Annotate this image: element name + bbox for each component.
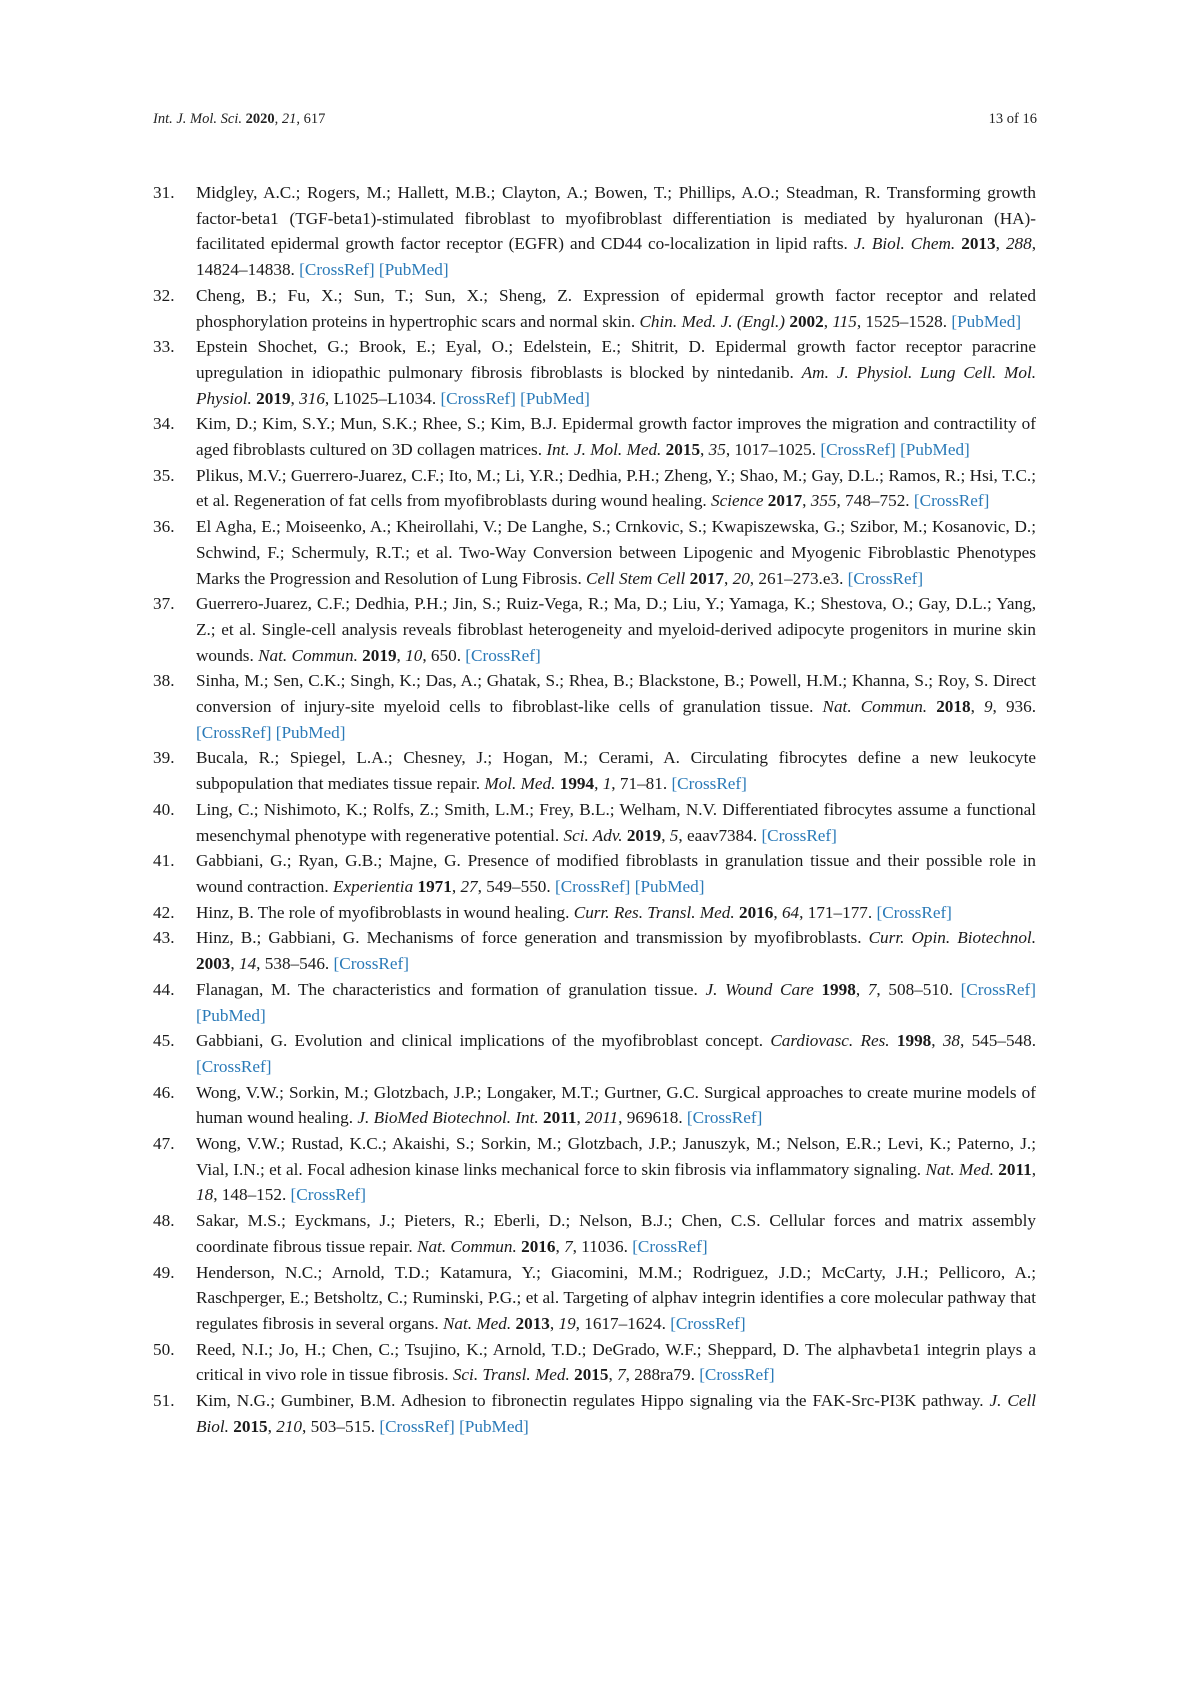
reference-journal: Nat. Med.	[442, 1313, 512, 1333]
reference-list	[153, 180, 1036, 1439]
crossref-link[interactable]: [CrossRef]	[670, 1313, 746, 1333]
reference-journal: Science	[711, 491, 764, 511]
reference-number: 43.	[153, 928, 175, 948]
pubmed-link[interactable]: [PubMed]	[459, 1416, 529, 1436]
reference-body: Henderson, N.C.; Arnold, T.D.; Katamura, Y.; Giacomini, M.M.; Rodriguez, J.D.; McCarty, J.H.; Pellicoro, A.; Raschperger, E.; Betsholtz, C.; Ruminski, P.G.; et al. Targeting of alphav integrin identifies a core molecular pathway that regulates fibrosis in several organs. Nat. Med. 2013, 19, 1617–1624. [CrossRef]	[196, 1262, 1036, 1333]
crossref-link[interactable]: [CrossRef]	[379, 1416, 455, 1436]
pubmed-link[interactable]: [PubMed]	[634, 876, 705, 896]
reference-item	[153, 180, 1036, 283]
reference-year: 2002	[789, 311, 824, 331]
reference-journal: Mol. Med.	[484, 774, 556, 794]
reference-volume: 35	[708, 440, 726, 460]
reference-item	[153, 283, 1036, 334]
reference-number: 35.	[153, 465, 175, 485]
reference-volume: 210	[276, 1416, 302, 1436]
journal-volume: 21	[281, 111, 297, 127]
reference-year: 2003	[196, 954, 231, 974]
reference-pages: L1025–L1034.	[333, 388, 437, 408]
reference-pages: 1525–1528.	[865, 311, 948, 331]
reference-item	[153, 1131, 1036, 1208]
reference-item	[153, 848, 1036, 899]
reference-authors-title: Henderson, N.C.; Arnold, T.D.; Katamura, Y.; Giacomini, M.M.; Rodriguez, J.D.; McCarty, J.H.; Pellicoro, A.; Raschperger, E.; Betsholtz, C.; Ruminski, P.G.; et al. Targeting of alphav integrin identifies a core molecular pathway that regulates fibrosis in several organs.	[196, 1262, 1036, 1333]
reference-volume: 19	[558, 1313, 576, 1333]
reference-authors-title: Gabbiani, G.; Ryan, G.B.; Majne, G. Presence of modified fibroblasts in granulation tissue and their possible role in wound contraction.	[196, 851, 1036, 896]
reference-authors-title: Hinz, B. The role of myofibroblasts in wound healing.	[196, 902, 570, 922]
reference-pages: 261–273.e3.	[758, 568, 844, 588]
pubmed-link[interactable]: [PubMed]	[378, 260, 449, 280]
reference-number: 33.	[153, 337, 175, 357]
reference-volume: 14	[238, 954, 257, 974]
reference-number: 39.	[153, 748, 175, 768]
crossref-link[interactable]: [CrossRef]	[196, 722, 272, 742]
reference-item	[153, 334, 1036, 411]
reference-item	[153, 668, 1036, 745]
reference-pages: 1617–1624.	[584, 1313, 666, 1333]
reference-pages: 11036.	[581, 1236, 628, 1256]
reference-item	[153, 900, 1036, 926]
reference-year: 1998	[896, 1031, 932, 1051]
reference-authors-title: Epstein Shochet, G.; Brook, E.; Eyal, O.; Edelstein, E.; Shitrit, D. Epidermal growth factor receptor paracrine upregulation in idiopathic pulmonary fibrosis fibroblasts is blocked by nintedanib.	[196, 337, 1036, 382]
crossref-link[interactable]: [CrossRef]	[465, 645, 541, 665]
reference-body: Gabbiani, G.; Ryan, G.B.; Majne, G. Presence of modified fibroblasts in granulation tissue and their possible role in wound contraction. Experientia 1971, 27, 549–550. [CrossRef] [PubMed]	[196, 851, 1036, 896]
crossref-link[interactable]: [CrossRef]	[761, 825, 837, 845]
reference-number: 47.	[153, 1134, 175, 1154]
reference-number: 40.	[153, 799, 175, 819]
pubmed-link[interactable]: [PubMed]	[951, 311, 1022, 331]
pubmed-link[interactable]: [PubMed]	[196, 1005, 266, 1025]
journal-name: Int. J. Mol. Sci.	[153, 111, 242, 127]
reference-year: 2017	[689, 568, 725, 588]
journal-page: 617	[303, 111, 326, 127]
crossref-link[interactable]: [CrossRef]	[820, 440, 896, 460]
reference-authors-title: Wong, V.W.; Sorkin, M.; Glotzbach, J.P.; Longaker, M.T.; Gurtner, G.C. Surgical approaches to create murine models of human wound healing.	[196, 1082, 1036, 1128]
reference-journal: Sci. Adv.	[563, 825, 623, 845]
reference-volume: 115	[832, 311, 857, 331]
reference-year: 2017	[767, 491, 803, 511]
reference-authors-title: Gabbiani, G. Evolution and clinical implications of the myofibroblast concept.	[196, 1031, 764, 1051]
reference-number: 32.	[153, 285, 175, 305]
reference-number: 34.	[153, 414, 175, 434]
reference-volume: 7	[617, 1365, 626, 1385]
reference-item	[153, 1388, 1036, 1439]
reference-body: Hinz, B. The role of myofibroblasts in wound healing. Curr. Res. Transl. Med. 2016, 64, 171–177. [CrossRef]	[196, 902, 952, 922]
reference-volume: 5	[669, 825, 679, 845]
reference-authors-title: Hinz, B.; Gabbiani, G. Mechanisms of force generation and transmission by myofibroblasts.	[196, 928, 862, 948]
reference-year: 2013	[515, 1313, 550, 1333]
reference-body: Midgley, A.C.; Rogers, M.; Hallett, M.B.; Clayton, A.; Bowen, T.; Phillips, A.O.; Steadman, R. Transforming growth factor-beta1 (TGF-beta1)-stimulated fibroblast to myofibroblast differentiation is mediated by hyaluronan (HA)-facilitated epidermal growth factor receptor (EGFR) and CD44 co-localization in lipid rafts. J. Biol. Chem. 2013, 288, 14824–14838. [CrossRef] [PubMed]	[196, 183, 1037, 280]
reference-volume: 316	[299, 388, 325, 408]
reference-year: 2019	[256, 388, 291, 408]
reference-item	[153, 514, 1036, 591]
reference-volume: 7	[867, 979, 877, 999]
reference-year: 2016	[738, 902, 774, 922]
reference-authors-title: Sakar, M.S.; Eyckmans, J.; Pieters, R.; Eberli, D.; Nelson, B.J.; Chen, C.S. Cellular forces and matrix assembly coordinate fibrous tissue repair.	[196, 1211, 1036, 1256]
reference-authors-title: Kim, D.; Kim, S.Y.; Mun, S.K.; Rhee, S.; Kim, B.J. Epidermal growth factor improves the migration and contractility of aged fibroblasts cultured on 3D collagen matrices.	[196, 414, 1036, 460]
journal-year: 2020	[245, 111, 275, 127]
crossref-link[interactable]: [CrossRef]	[686, 1108, 763, 1128]
reference-authors-title: Wong, V.W.; Rustad, K.C.; Akaishi, S.; Sorkin, M.; Glotzbach, J.P.; Januszyk, M.; Nelson, E.R.; Levi, K.; Paterno, J.; Vial, I.N.; et al. Focal adhesion kinase links mechanical force to skin fibrosis via inflammatory signaling.	[196, 1134, 1036, 1179]
reference-body: Hinz, B.; Gabbiani, G. Mechanisms of force generation and transmission by myofibroblasts. Curr. Opin. Biotechnol. 2003, 14, 538–546. [CrossRef]	[196, 928, 1037, 974]
reference-number: 41.	[153, 851, 175, 871]
reference-journal: J. BioMed Biotechnol. Int.	[357, 1108, 539, 1128]
reference-journal: Int. J. Mol. Med.	[546, 440, 662, 460]
reference-item	[153, 1260, 1036, 1337]
reference-volume: 288	[1005, 234, 1032, 254]
reference-authors-title: Reed, N.I.; Jo, H.; Chen, C.; Tsujino, K.; Arnold, T.D.; DeGrado, W.F.; Sheppard, D. The alphavbeta1 integrin plays a critical in vivo role in tissue fibrosis.	[196, 1339, 1036, 1385]
reference-body: Gabbiani, G. Evolution and clinical implications of the myofibroblast concept. Cardiovasc. Res. 1998, 38, 545–548. [CrossRef]	[196, 1031, 1037, 1076]
reference-pages: 171–177.	[807, 902, 873, 922]
page-number: 13 of 16	[988, 111, 1037, 127]
reference-body: Bucala, R.; Spiegel, L.A.; Chesney, J.; Hogan, M.; Cerami, A. Circulating fibrocytes define a new leukocyte subpopulation that mediates tissue repair. Mol. Med. 1994, 1, 71–81. [CrossRef]	[196, 748, 1036, 794]
crossref-link[interactable]: [CrossRef]	[299, 260, 375, 280]
reference-volume: 20	[732, 568, 750, 588]
reference-authors-title: Ling, C.; Nishimoto, K.; Rolfs, Z.; Smith, L.M.; Frey, B.L.; Welham, N.V. Differentiated fibrocytes assume a functional mesenchymal phenotype with regenerative potential.	[196, 799, 1036, 845]
reference-number: 49.	[153, 1262, 175, 1282]
reference-journal: Am. J. Physiol. Lung Cell. Mol. Physiol.	[196, 362, 1037, 408]
reference-pages: 508–510.	[888, 979, 953, 999]
reference-volume: 355	[810, 491, 837, 511]
crossref-link[interactable]: [CrossRef]	[913, 491, 990, 511]
reference-authors-title: Flanagan, M. The characteristics and formation of granulation tissue.	[196, 979, 698, 999]
reference-journal: Nat. Commun.	[258, 645, 358, 665]
reference-number: 38.	[153, 671, 175, 691]
reference-journal: Nat. Med.	[925, 1159, 994, 1179]
reference-pages: 538–546.	[264, 954, 330, 974]
reference-journal: Curr. Opin. Biotechnol.	[868, 928, 1037, 948]
reference-item	[153, 1337, 1036, 1388]
reference-journal: Nat. Commun.	[822, 697, 928, 717]
reference-journal: Cell Stem Cell	[586, 568, 686, 588]
reference-body: El Agha, E.; Moiseenko, A.; Kheirollahi, V.; De Langhe, S.; Crnkovic, S.; Kwapiszewska, G.; Szibor, M.; Kosanovic, D.; Schwind, F.; Schermuly, R.T.; et al. Two-Way Conversion between Lipogenic and Myogenic Fibroblastic Phenotypes Marks the Progression and Resolution of Lung Fibrosis. Cell Stem Cell 2017, 20, 261–273.e3. [CrossRef]	[196, 517, 1036, 588]
reference-body: Reed, N.I.; Jo, H.; Chen, C.; Tsujino, K.; Arnold, T.D.; DeGrado, W.F.; Sheppard, D. The alphavbeta1 integrin plays a critical in vivo role in tissue fibrosis. Sci. Transl. Med. 2015, 7, 288ra79. [CrossRef]	[196, 1339, 1036, 1385]
crossref-link[interactable]: [CrossRef]	[333, 954, 409, 974]
reference-pages: 288ra79.	[634, 1365, 695, 1385]
reference-year: 1994	[559, 774, 595, 794]
reference-authors-title: Bucala, R.; Spiegel, L.A.; Chesney, J.; Hogan, M.; Cerami, A. Circulating fibrocytes define a new leukocyte subpopulation that mediates tissue repair.	[196, 748, 1036, 794]
crossref-link[interactable]: [CrossRef]	[847, 568, 924, 588]
reference-journal: Experientia	[333, 876, 414, 896]
reference-number: 51.	[153, 1391, 175, 1411]
reference-year: 1971	[417, 876, 452, 896]
crossref-link[interactable]: [CrossRef]	[440, 388, 516, 408]
reference-number: 45.	[153, 1031, 175, 1051]
reference-journal: J. Cell Biol.	[196, 1391, 1037, 1436]
reference-body: Cheng, B.; Fu, X.; Sun, T.; Sun, X.; Sheng, Z. Expression of epidermal growth factor receptor and related phosphorylation proteins in hypertrophic scars and normal skin. Chin. Med. J. (Engl.) 2002, 115, 1525–1528. [PubMed]	[196, 285, 1036, 331]
reference-volume: 64	[781, 902, 800, 922]
reference-journal: Chin. Med. J. (Engl.)	[639, 311, 786, 331]
reference-volume: 9	[983, 697, 993, 717]
reference-year: 2011	[543, 1108, 577, 1128]
reference-volume: 7	[564, 1236, 573, 1256]
reference-body: Sinha, M.; Sen, C.K.; Singh, K.; Das, A.; Ghatak, S.; Rhea, B.; Blackstone, B.; Powell, H.M.; Khanna, S.; Roy, S. Direct conversion of injury-site myeloid cells to fibroblast-like cells of granulation tissue. Nat. Commun. 2018, 9, 936. [CrossRef] [PubMed]	[196, 671, 1037, 742]
reference-item	[153, 463, 1036, 514]
reference-journal: Sci. Transl. Med.	[452, 1365, 570, 1385]
reference-body: Sakar, M.S.; Eyckmans, J.; Pieters, R.; Eberli, D.; Nelson, B.J.; Chen, C.S. Cellular forces and matrix assembly coordinate fibrous tissue repair. Nat. Commun. 2016, 7, 11036. [CrossRef]	[196, 1211, 1036, 1256]
reference-body: Flanagan, M. The characteristics and formation of granulation tissue. J. Wound Care 1998, 7, 508–510. [CrossRef] [PubMed]	[196, 979, 1036, 1025]
reference-authors-title: El Agha, E.; Moiseenko, A.; Kheirollahi, V.; De Langhe, S.; Crnkovic, S.; Kwapiszewska, G.; Szibor, M.; Kosanovic, D.; Schwind, F.; Schermuly, R.T.; et al. Two-Way Conversion between Lipogenic and Myogenic Fibroblastic Phenotypes Marks the Progression and Resolution of Lung Fibrosis.	[196, 517, 1036, 588]
reference-authors-title: Sinha, M.; Sen, C.K.; Singh, K.; Das, A.; Ghatak, S.; Rhea, B.; Blackstone, B.; Powell, H.M.; Khanna, S.; Roy, S. Direct conversion of injury-site myeloid cells to fibroblast-like cells of granulation tissue.	[196, 671, 1036, 717]
reference-item	[153, 1028, 1036, 1079]
reference-authors-title: Midgley, A.C.; Rogers, M.; Hallett, M.B.; Clayton, A.; Bowen, T.; Phillips, A.O.; Steadman, R. Transforming growth factor-beta1 (TGF-beta1)-stimulated fibroblast to myofibroblast differentiation is mediated by hyaluronan (HA)-facilitated epidermal growth factor receptor (EGFR) and CD44 co-localization in lipid rafts.	[196, 183, 1036, 254]
running-header	[153, 111, 1037, 133]
pubmed-link[interactable]: [PubMed]	[275, 722, 346, 742]
reference-pages: 14824–14838.	[196, 260, 295, 280]
reference-pages: 1017–1025.	[734, 440, 817, 460]
crossref-link[interactable]: [CrossRef]	[632, 1236, 708, 1256]
reference-volume: 10	[405, 645, 423, 665]
reference-volume: 18	[196, 1185, 214, 1205]
reference-authors-title: Plikus, M.V.; Guerrero-Juarez, C.F.; Ito, M.; Li, Y.R.; Dedhia, P.H.; Zheng, Y.; Shao, M.; Gay, D.L.; Ramos, R.; Hsi, T.C.; et al. Regeneration of fat cells from myofibroblasts during wound healing.	[196, 465, 1036, 511]
reference-item	[153, 1208, 1036, 1259]
crossref-link[interactable]: [CrossRef]	[960, 979, 1036, 999]
reference-number: 36.	[153, 517, 175, 537]
reference-year: 2013	[961, 234, 996, 254]
reference-body: Wong, V.W.; Sorkin, M.; Glotzbach, J.P.; Longaker, M.T.; Gurtner, G.C. Surgical approaches to create murine models of human wound healing. J. BioMed Biotechnol. Int. 2011, 2011, 969618. [CrossRef]	[196, 1082, 1036, 1128]
reference-item	[153, 591, 1036, 668]
reference-authors-title: Guerrero-Juarez, C.F.; Dedhia, P.H.; Jin, S.; Ruiz-Vega, R.; Ma, D.; Liu, Y.; Yamaga, K.; Shestova, O.; Gay, D.L.; Yang, Z.; et al. Single-cell analysis reveals fibroblast heterogeneity and myeloid-derived adipocyte progenitors in murine skin wounds.	[196, 594, 1036, 665]
reference-item	[153, 797, 1036, 848]
reference-number: 50.	[153, 1339, 175, 1359]
reference-body: Guerrero-Juarez, C.F.; Dedhia, P.H.; Jin, S.; Ruiz-Vega, R.; Ma, D.; Liu, Y.; Yamaga, K.; Shestova, O.; Gay, D.L.; Yang, Z.; et al. Single-cell analysis reveals fibroblast heterogeneity and myeloid-derived adipocyte progenitors in murine skin wounds. Nat. Commun. 2019, 10, 650. [CrossRef]	[196, 594, 1036, 665]
reference-pages: eaav7384.	[686, 825, 758, 845]
reference-pages: 503–515.	[310, 1416, 376, 1436]
reference-year: 2015	[574, 1365, 609, 1385]
reference-journal: Nat. Commun.	[417, 1236, 517, 1256]
reference-volume: 38	[942, 1031, 960, 1051]
reference-number: 37.	[153, 594, 175, 614]
reference-pages: 545–548.	[971, 1031, 1037, 1051]
journal-citation: Int. J. Mol. Sci. 2020, 21, 617	[153, 111, 326, 127]
reference-number: 44.	[153, 979, 175, 999]
reference-item	[153, 1080, 1036, 1131]
reference-year: 2016	[521, 1236, 556, 1256]
reference-number: 42.	[153, 902, 175, 922]
reference-year: 2019	[362, 645, 397, 665]
crossref-link[interactable]: [CrossRef]	[554, 876, 631, 896]
reference-number: 48.	[153, 1211, 175, 1231]
reference-year: 2011	[998, 1159, 1032, 1179]
reference-item	[153, 925, 1036, 976]
reference-pages: 148–152.	[221, 1185, 287, 1205]
reference-body: Wong, V.W.; Rustad, K.C.; Akaishi, S.; Sorkin, M.; Glotzbach, J.P.; Januszyk, M.; Nelson, E.R.; Levi, K.; Paterno, J.; Vial, I.N.; et al. Focal adhesion kinase links mechanical force to skin fibrosis via inflammatory signaling. Nat. Med. 2011, 18, 148–152. [CrossRef]	[196, 1134, 1037, 1205]
reference-pages: 650.	[430, 645, 461, 665]
pubmed-link[interactable]: [PubMed]	[900, 440, 970, 460]
reference-year: 2015	[665, 440, 701, 460]
reference-journal: J. Biol. Chem.	[853, 234, 956, 254]
reference-journal: Cardiovasc. Res.	[770, 1031, 890, 1051]
reference-journal: Curr. Res. Transl. Med.	[573, 902, 735, 922]
reference-body: Kim, D.; Kim, S.Y.; Mun, S.K.; Rhee, S.; Kim, B.J. Epidermal growth factor improves the migration and contractility of aged fibroblasts cultured on 3D collagen matrices. Int. J. Mol. Med. 2015, 35, 1017–1025. [CrossRef] [PubMed]	[196, 414, 1036, 460]
reference-body: Plikus, M.V.; Guerrero-Juarez, C.F.; Ito, M.; Li, Y.R.; Dedhia, P.H.; Zheng, Y.; Shao, M.; Gay, D.L.; Ramos, R.; Hsi, T.C.; et al. Regeneration of fat cells from myofibroblasts during wound healing. Science 2017, 355, 748–752. [CrossRef]	[196, 465, 1036, 511]
reference-item	[153, 411, 1036, 462]
reference-pages: 748–752.	[845, 491, 910, 511]
reference-body: Epstein Shochet, G.; Brook, E.; Eyal, O.; Edelstein, E.; Shitrit, D. Epidermal growth factor receptor paracrine upregulation in idiopathic pulmonary fibrosis fibroblasts is blocked by nintedanib. Am. J. Physiol. Lung Cell. Mol. Physiol. 2019, 316, L1025–L1034. [CrossRef] [PubMed]	[196, 337, 1037, 408]
reference-pages: 936.	[1005, 697, 1037, 717]
reference-volume: 27	[460, 876, 478, 896]
reference-year: 2018	[936, 697, 971, 717]
reference-pages: 549–550.	[486, 876, 551, 896]
reference-pages: 969618.	[626, 1108, 683, 1128]
reference-number: 46.	[153, 1082, 175, 1102]
reference-number: 31.	[153, 183, 175, 202]
reference-authors-title: Kim, N.G.; Gumbiner, B.M. Adhesion to fibronectin regulates Hippo signaling via the FAK-Src-PI3K pathway.	[196, 1391, 984, 1411]
reference-volume: 1	[602, 774, 612, 794]
reference-item	[153, 745, 1036, 796]
pubmed-link[interactable]: [PubMed]	[520, 388, 590, 408]
reference-volume: 2011	[585, 1108, 619, 1128]
reference-body: Kim, N.G.; Gumbiner, B.M. Adhesion to fibronectin regulates Hippo signaling via the FAK-Src-PI3K pathway. J. Cell Biol. 2015, 210, 503–515. [CrossRef] [PubMed]	[196, 1391, 1037, 1436]
reference-item	[153, 977, 1036, 1028]
reference-journal: J. Wound Care	[705, 979, 814, 999]
crossref-link[interactable]: [CrossRef]	[290, 1185, 366, 1205]
crossref-link[interactable]: [CrossRef]	[876, 902, 952, 922]
crossref-link[interactable]: [CrossRef]	[671, 774, 747, 794]
reference-body: Ling, C.; Nishimoto, K.; Rolfs, Z.; Smith, L.M.; Frey, B.L.; Welham, N.V. Differentiated fibrocytes assume a functional mesenchymal phenotype with regenerative potential. Sci. Adv. 2019, 5, eaav7384. [CrossRef]	[196, 799, 1036, 845]
reference-pages: 71–81.	[619, 774, 668, 794]
reference-authors-title: Cheng, B.; Fu, X.; Sun, T.; Sun, X.; Sheng, Z. Expression of epidermal growth factor receptor and related phosphorylation proteins in hypertrophic scars and normal skin.	[196, 285, 1036, 331]
reference-year: 1998	[821, 979, 856, 999]
crossref-link[interactable]: [CrossRef]	[196, 1056, 272, 1076]
crossref-link[interactable]: [CrossRef]	[699, 1365, 775, 1385]
reference-year: 2015	[233, 1416, 268, 1436]
reference-year: 2019	[626, 825, 662, 845]
